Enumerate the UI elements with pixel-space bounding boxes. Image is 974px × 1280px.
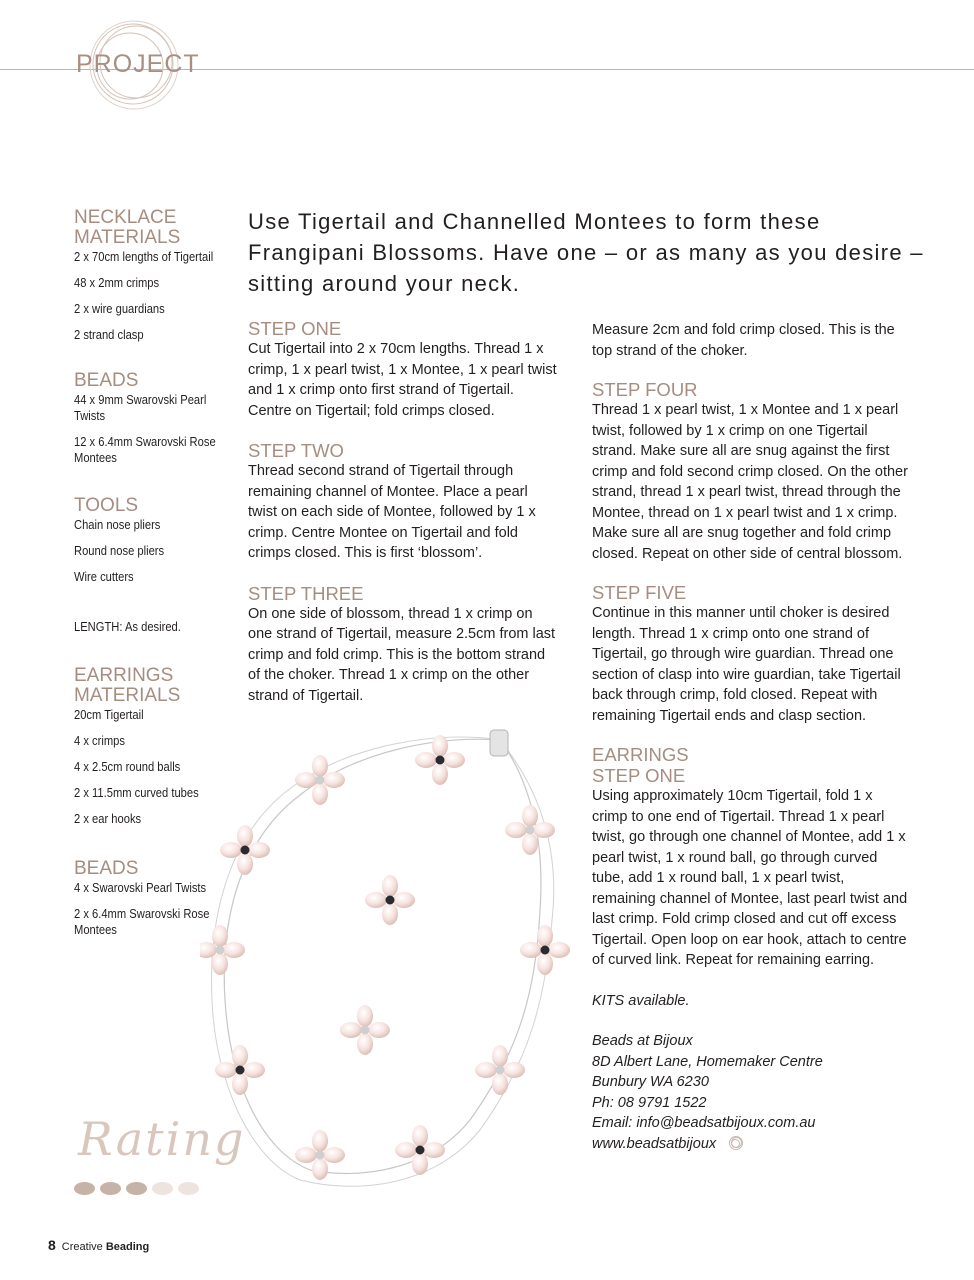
supplier-name: Beads at Bijoux [592, 1033, 693, 1049]
list-item: 4 x Swarovski Pearl Twists [74, 880, 207, 895]
pearl [220, 842, 242, 858]
supplier-website: www.beadsatbijoux [592, 1135, 717, 1152]
list-item: 20cm Tigertail [74, 707, 144, 722]
montee [361, 1026, 370, 1035]
list-item: 48 x 2mm crimps [74, 275, 160, 290]
pearl [212, 953, 228, 975]
pearl [237, 825, 253, 847]
pearl [215, 1062, 237, 1078]
pearl [223, 942, 245, 958]
blossom [475, 1045, 525, 1095]
rating-dot [74, 1182, 95, 1195]
pearl [295, 1147, 317, 1163]
blossom [415, 735, 465, 785]
end-mark-icon [728, 1135, 744, 1151]
pearl [365, 892, 387, 908]
earrings-heading: EARRINGS [592, 744, 689, 765]
kits-note: KITS available. [592, 992, 690, 1009]
step-one-body: Cut Tigertail into 2 x 70cm lengths. Thread 1 x crimp, 1 x pearl twist, 1 x Montee, 1 x pearl twist and 1 x crimp onto first strand of Tigertail. Centre on Tigertail; fold crimps closed. [248, 341, 557, 419]
page-number: 8 [48, 1237, 56, 1253]
pearl [522, 833, 538, 855]
pearl [505, 822, 527, 838]
list-item: 44 x 9mm Swarovski Pearl Twists [74, 392, 207, 423]
montee [241, 846, 250, 855]
pearl [232, 1045, 248, 1067]
blossom [215, 1045, 265, 1095]
necklace-materials-heading: NECKLACE MATERIALS [74, 207, 181, 248]
supplier-phone: Ph: 08 9791 1522 [592, 1094, 707, 1111]
montee [496, 1066, 505, 1075]
supplier-address-line2: Bunbury WA 6230 [592, 1074, 709, 1090]
step-two-heading: STEP TWO [248, 440, 344, 461]
pearl [432, 735, 448, 757]
montee [436, 756, 445, 765]
pearl [415, 752, 437, 768]
pearl [522, 805, 538, 827]
montee [216, 946, 225, 955]
page-footer [48, 1237, 149, 1253]
montee [236, 1066, 245, 1075]
pearl [323, 1147, 345, 1163]
necklace-earrings-photo [200, 700, 580, 1220]
step-two-body: Thread second strand of Tigertail through remaining channel of Montee. Place a pearl twist on each side of Montee, followed by 1 x crimp. Centre Montee on Tigertail and fold crimps closed. This is first ‘blossom’. [248, 463, 536, 561]
pearl [237, 853, 253, 875]
pearl [412, 1125, 428, 1147]
section-label: PROJECT [76, 50, 200, 78]
pearl [393, 892, 415, 908]
step-three-heading: STEP THREE [248, 582, 364, 604]
pearl [295, 772, 317, 788]
pearl [368, 1022, 390, 1038]
pearl [248, 842, 270, 858]
pearl [492, 1045, 508, 1067]
pearl [312, 1130, 328, 1152]
step-three-body: On one side of blossom, thread 1 x crimp on one strand of Tigertail, measure 2.5cm from last crimp and fold crimp. This is the bottom strand of the choker. Thread 1 x crimp on the other strand of Tigertail. [248, 605, 556, 704]
pearl [537, 925, 553, 947]
blossom [365, 875, 415, 925]
montee [526, 826, 535, 835]
beads-heading: BEADS [74, 370, 139, 391]
pearl [412, 1153, 428, 1175]
blossom [395, 1125, 445, 1175]
pearl [533, 822, 555, 838]
blossom [520, 925, 570, 975]
step-five-heading: STEP FIVE [592, 582, 687, 603]
list-item: 2 strand clasp [74, 327, 144, 342]
list-item: Wire cutters [74, 569, 134, 584]
step-three-continued: Measure 2cm and fold crimp closed. This is the top strand of the choker. [592, 322, 895, 359]
tools-heading: TOOLS [74, 495, 139, 516]
pearl [423, 1142, 445, 1158]
magazine-name-light: Creative [61, 1241, 103, 1253]
pearl [475, 1062, 497, 1078]
pearl [340, 1022, 362, 1038]
earrings-step-one-body: Using approximately 10cm Tigertail, fold 1 x crimp to one end of Tigertail. Thread 1 x pearl twist, go through one channel of Montee, add 1 x pearl twist, 1 x round ball, go through curved tube, add 1 x round ball, 1 x pearl twist, remaining channel of Montee, last pearl twist and last crimp. Fold crimp closed and cut off excess Tigertail. Open loop on ear hook, attach to centre of curved link. Repeat for remaining earring. [592, 788, 908, 968]
blossom [295, 1130, 345, 1180]
rating-dot [152, 1182, 173, 1195]
magazine-name-bold: Beading [105, 1241, 150, 1253]
list-item: 2 x wire guardians [74, 301, 165, 316]
instructions-column-2 [592, 320, 910, 1154]
earrings-step-one-heading: STEP ONE [592, 765, 686, 786]
pearl [312, 783, 328, 805]
length-note: LENGTH: As desired. [74, 619, 181, 634]
step-one-heading: STEP ONE [248, 318, 342, 339]
rating-label: Rating [78, 1112, 246, 1166]
pearl [357, 1005, 373, 1027]
montee [386, 896, 395, 905]
pearl [312, 755, 328, 777]
instructions-column-1 [248, 318, 560, 706]
blossom [340, 1005, 390, 1055]
pearl [537, 953, 553, 975]
list-item: 2 x 6.4mm Swarovski Rose Montees [74, 906, 210, 937]
rating-dot [178, 1182, 199, 1195]
pearl [432, 763, 448, 785]
pearl [212, 925, 228, 947]
pearl [503, 1062, 525, 1078]
step-four-heading: STEP FOUR [592, 379, 698, 400]
step-four-body: Thread 1 x pearl twist, 1 x Montee and 1 x pearl twist, followed by 1 x crimp on one Tigertail strand. Make sure all are snug against the first crimp and fold second crimp closed. On the other strand, thread 1 x pearl twist, thread through the Montee, thread on 1 x pearl twist and 1 x crimp. Make sure all are snug together and fold crimp closed. Repeat on other side of central blossom. [592, 402, 908, 562]
list-item: 4 x 2.5cm round balls [74, 759, 181, 774]
list-item: Chain nose pliers [74, 517, 161, 532]
pearl [382, 875, 398, 897]
rating-dot [100, 1182, 121, 1195]
pearl [443, 752, 465, 768]
pearl [520, 942, 542, 958]
montee [316, 1151, 325, 1160]
list-item: Round nose pliers [74, 543, 165, 558]
pearl [312, 1158, 328, 1180]
list-item: 12 x 6.4mm Swarovski Rose Montees [74, 434, 216, 465]
pearl [548, 942, 570, 958]
rating-dot [126, 1182, 147, 1195]
list-item: 4 x crimps [74, 733, 125, 748]
pearl [382, 903, 398, 925]
montee [316, 776, 325, 785]
blossom [505, 805, 555, 855]
blossom [200, 925, 245, 975]
intro-paragraph: Use Tigertail and Channelled Montees to form these Frangipani Blossoms. Have one – or as many as you desire – sitting around your neck. [248, 209, 924, 296]
list-item: 2 x ear hooks [74, 811, 142, 826]
earrings-materials-heading: EARRINGS MATERIALS [74, 665, 181, 706]
pearl [232, 1073, 248, 1095]
pearl [243, 1062, 265, 1078]
list-item: 2 x 70cm lengths of Tigertail [74, 249, 214, 264]
pearl [200, 942, 217, 958]
pearl [395, 1142, 417, 1158]
pearl [492, 1073, 508, 1095]
blossom [295, 755, 345, 805]
supplier-address-line1: 8D Albert Lane, Homemaker Centre [592, 1053, 823, 1070]
montee [541, 946, 550, 955]
beads-heading-earrings: BEADS [74, 858, 139, 879]
supplier-email: Email: info@beadsatbijoux.com.au [592, 1115, 816, 1131]
pearl [357, 1033, 373, 1055]
list-item: 2 x 11.5mm curved tubes [74, 785, 199, 800]
pearl [323, 772, 345, 788]
blossom [220, 825, 270, 875]
montee [416, 1146, 425, 1155]
step-five-body: Continue in this manner until choker is desired length. Thread 1 x crimp onto one strand of Tigertail, go through wire guardian. Thread one section of clasp into wire guardian, take Tigertail back through crimp, fold closed. Repeat with remaining Tigertail ends and clasp section. [592, 605, 901, 724]
